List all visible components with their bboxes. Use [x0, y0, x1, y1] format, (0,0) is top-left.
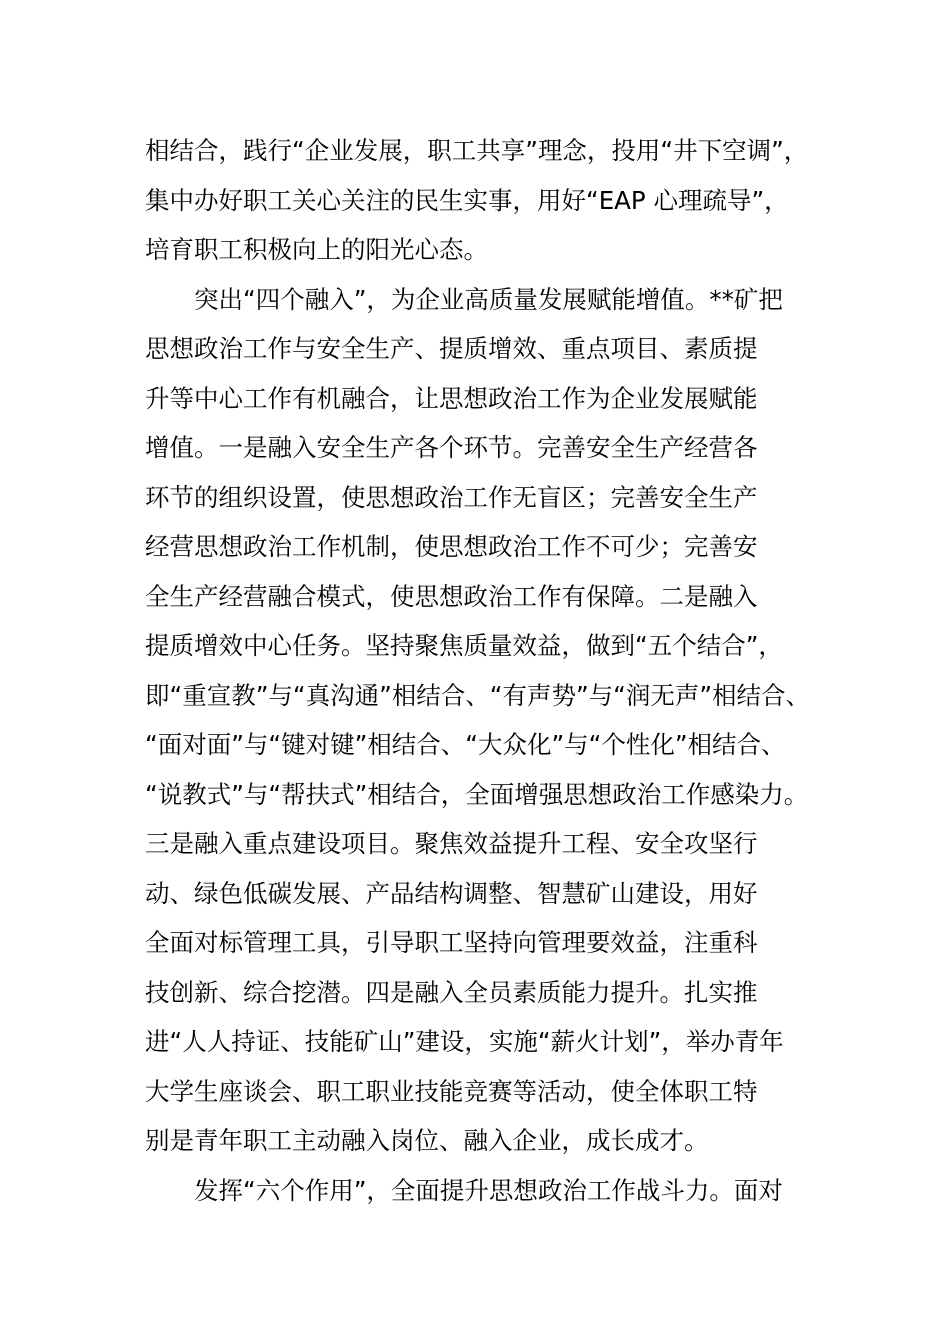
- text-line: 相结合，践行“企业发展，职工共享”理念，投用“井下空调”，: [145, 136, 809, 165]
- text-line: 提质增效中心任务。坚持聚焦质量效益，做到“五个结合”，: [145, 631, 783, 660]
- text-line: 全生产经营融合模式，使思想政治工作有保障。二是融入: [145, 581, 758, 611]
- text-line: 全面对标管理工具，引导职工坚持向管理要效益，注重科: [145, 928, 758, 957]
- paragraph-start-line: 发挥“六个作用”，全面提升思想政治工作战斗力。面对: [194, 1175, 783, 1205]
- text-line: 增值。一是融入安全生产各个环节。完善安全生产经营各: [145, 433, 758, 462]
- text-line: 即“重宣教”与“真沟通”相结合、“有声势”与“润无声”相结合、: [145, 680, 811, 710]
- text-line: 升等中心工作有机融合，让思想政治工作为企业发展赋能: [145, 383, 758, 413]
- text-line: 进“人人持证、技能矿山”建设，实施“薪火计划”，举办青年: [145, 1027, 784, 1056]
- text-line: 三是融入重点建设项目。聚焦效益提升工程、安全攻坚行: [145, 829, 758, 858]
- body-text: [145, 126, 845, 1215]
- text-line: 动、绿色低碳发展、产品结构调整、智慧矿山建设，用好: [145, 878, 758, 908]
- text-line: 集中办好职工关心关注的民生实事，用好“EAP 心理疏导”，: [145, 185, 789, 215]
- text-line: “说教式”与“帮扶式”相结合，全面增强思想政治工作感染力。: [145, 779, 809, 809]
- text-line: 经营思想政治工作机制，使思想政治工作不可少；完善安: [145, 532, 758, 561]
- text-line: 思想政治工作与安全生产、提质增效、重点项目、素质提: [145, 334, 758, 363]
- text-line: 大学生座谈会、职工职业技能竞赛等活动，使全体职工特: [145, 1076, 758, 1106]
- text-line: 培育职工积极向上的阳光心态。: [145, 235, 488, 264]
- text-line: 环节的组织设置，使思想政治工作无盲区；完善安全生产: [145, 482, 758, 512]
- text-line: “面对面”与“键对键”相结合、“大众化”与“个性化”相结合、: [145, 730, 786, 759]
- paragraph-start-line: 突出“四个融入”，为企业高质量发展赋能增值。**矿把: [194, 284, 783, 314]
- text-line: 别是青年职工主动融入岗位、融入企业，成长成才。: [145, 1126, 709, 1155]
- text-line: 技创新、综合挖潜。四是融入全员素质能力提升。扎实推: [145, 977, 758, 1007]
